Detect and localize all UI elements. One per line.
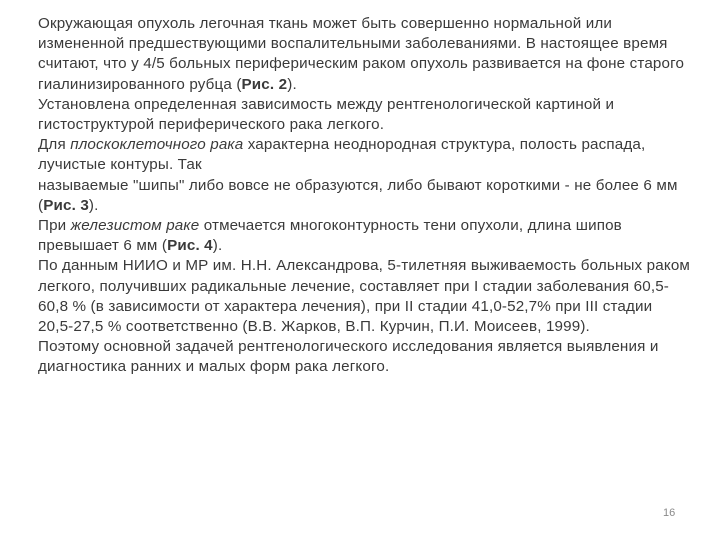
text-run: ).	[287, 75, 297, 93]
text-run: При	[38, 217, 71, 235]
text-run: характерна неоднородная структура, полость распада, лучистые контуры. Так	[38, 136, 646, 174]
text-run: называемые "шипы" либо вовсе не образуются, либо бывают короткими - не более 6 мм (	[38, 176, 678, 214]
text-run: Для	[38, 136, 71, 154]
figure-reference: Рис. 2	[241, 75, 288, 93]
emphasized-term: железистом раке	[70, 217, 200, 235]
text-run: Поэтому основной задачей рентгенологического исследования является выявления и диагностика ранних и малых форм рака легкого.	[38, 338, 659, 376]
text-run: Окружающая опухоль легочная ткань может быть совершенно нормальной или измененной предшествующими воспалительными заболеваниями. В настоящее время считают, что у 4/5 больных периферическим раком опухоль развивается на фоне старого гиалинизированного рубца (	[38, 15, 685, 93]
paragraph	[38, 95, 690, 135]
text-run: Установлена определенная зависимость между рентгенологической картиной и гистоструктурой периферического рака легкого.	[38, 95, 615, 134]
emphasized-term: плоскоклеточного рака	[70, 136, 244, 154]
figure-reference: Рис. 4	[167, 237, 213, 255]
text-run: ).	[88, 196, 99, 214]
paragraph	[38, 216, 690, 256]
figure-reference: Рис. 3	[43, 196, 89, 214]
paragraph	[38, 176, 690, 216]
paragraph	[38, 337, 690, 377]
page-number: 16	[663, 507, 676, 519]
text-run: ).	[212, 237, 223, 255]
paragraph	[38, 135, 690, 175]
text-run: По данным НИИО и МР им. Н.Н. Александрова, 5-тилетняя выживаемость больных раком легкого, получивших радикальные лечение, составляет при I стадии заболевания 60,5-60,8 % (в зависимости от характера лечения), при II стадии 41,0-52,7% при III стадии 20,5-27,5 % соответственно (В.В. Жарков, В.П. Курчин, П.И. Моисеев, 1999).	[38, 257, 691, 336]
paragraph	[38, 256, 690, 337]
paragraph	[38, 14, 690, 95]
text-run: отмечается многоконтурность тени опухоли, длина шипов превышает 6 мм (	[38, 217, 622, 255]
slide-body-text	[38, 14, 690, 378]
